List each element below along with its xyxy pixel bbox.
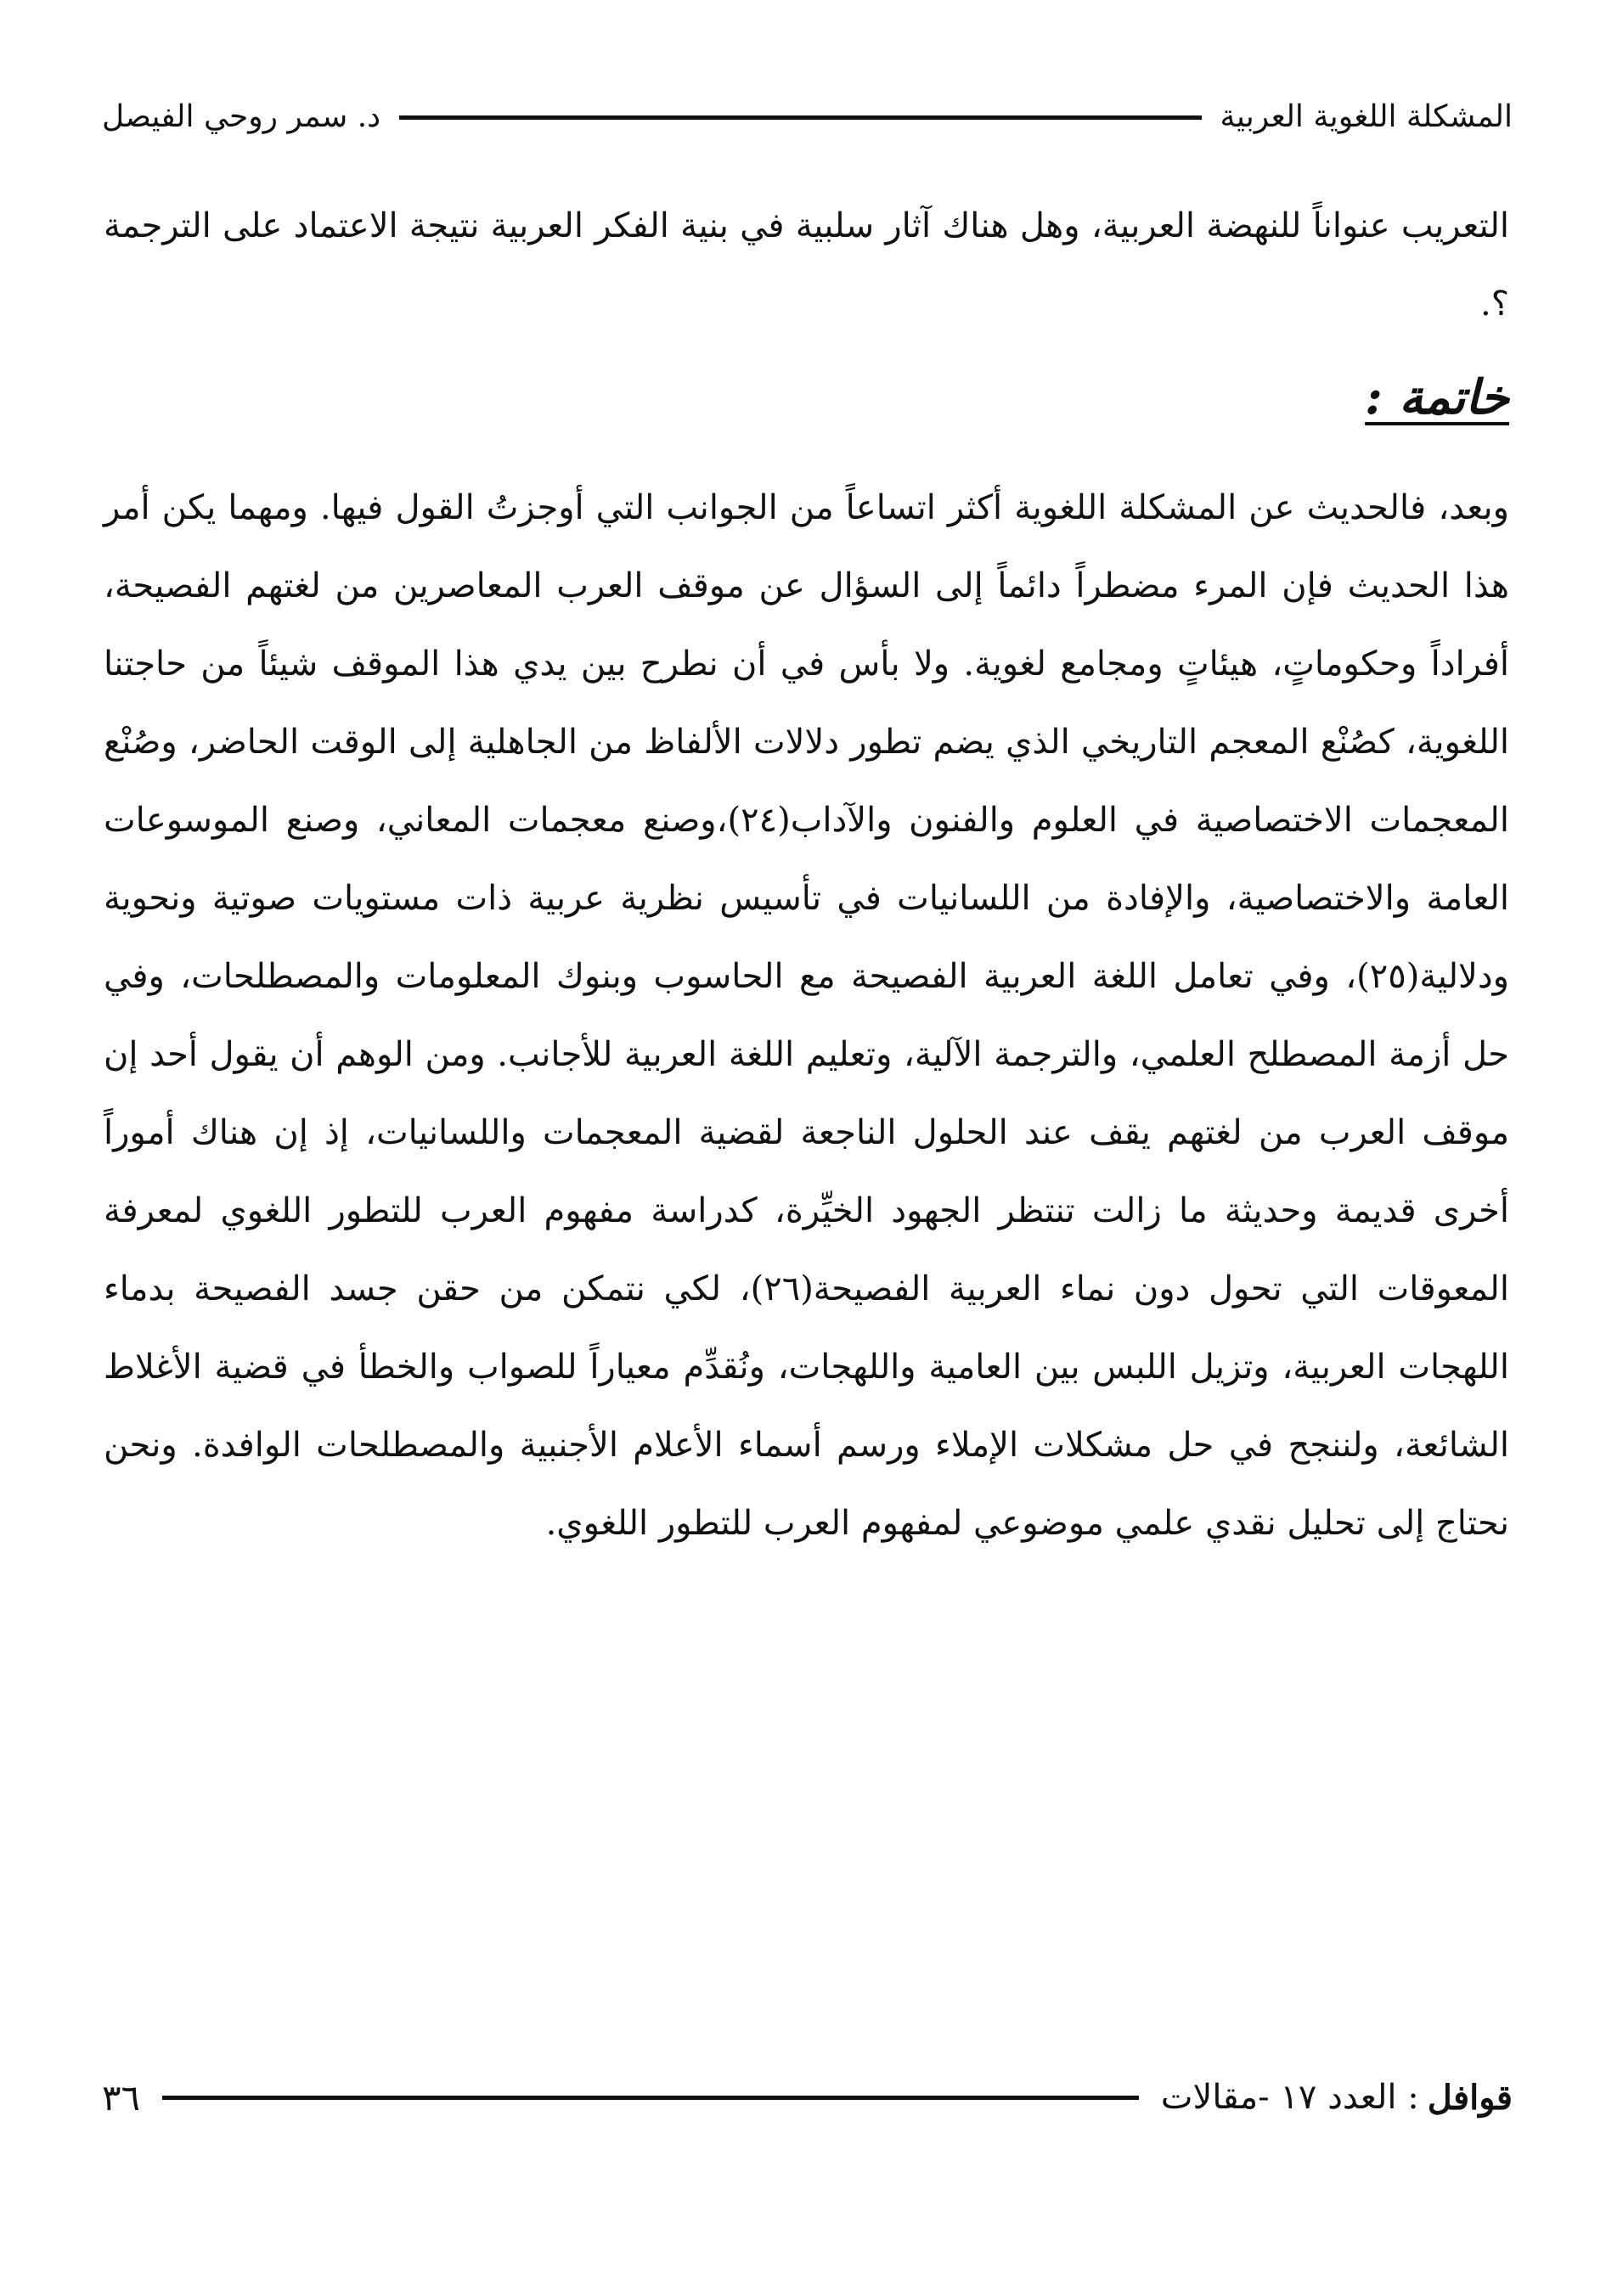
page-body [104, 187, 1509, 1562]
running-footer [102, 2072, 1513, 2123]
header-title: المشكلة اللغوية العربية [1220, 99, 1513, 134]
intro-paragraph: التعريب عنواناً للنهضة العربية، وهل هناك آثار سلبية في بنية الفكر العربية نتيجة الاعتماد على الترجمة ؟. [104, 206, 1509, 324]
conclusion-paragraph: وبعد، فالحديث عن المشكلة اللغوية أكثر اتساعاً من الجوانب التي أوجزتُ القول فيها. ومهما يكن أمر هذا الحديث فإن المرء مضطراً دائماً إلى السؤال عن موقف العرب المعاصرين من لغتهم الفصيحة، أفراداً وحكوماتٍ، هيئاتٍ ومجامع لغوية. ولا بأس في أن نطرح بين يدي هذا الموقف شيئاً من حاجتنا اللغوية، كصُنْع المعجم التاريخي الذي يضم تطور دلالات الألفاظ من الجاهلية إلى الوقت الحاضر، وصُنْع المعجمات الاختصاصية في العلوم والفنون والآداب(٢٤)،وصنع معجمات المعاني، وصنع الموسوعات العامة والاختصاصية، والإفادة من اللسانيات في تأسيس نظرية عربية ذات مستويات صوتية ونحوية ودلالية(٢٥)، وفي تعامل اللغة العربية الفصيحة مع الحاسوب وبنوك المعلومات والمصطلحات، وفي حل أزمة المصطلح العلمي، والترجمة الآلية، وتعليم اللغة العربية للأجانب. ومن الوهم أن يقول أحد إن موقف العرب من لغتهم يقف عند الحلول الناجعة لقضية المعجمات واللسانيات، إذ إن هناك أموراً أخرى قديمة وحديثة ما زالت تنتظر الجهود الخيِّرة، كدراسة مفهوم العرب للتطور اللغوي لمعرفة المعوقات التي تحول دون نماء العربية الفصيحة(٢٦)، لكي نتمكن من حقن جسد الفصيحة بدماء اللهجات العربية، وتزيل اللبس بين العامية واللهجات، ونُقدِّم معياراً للصواب والخطأ في قضية الأغلاط الشائعة، ولننجح في حل مشكلات الإملاء ورسم أسماء الأعلام الأجنبية والمصطلحات الوافدة. ونحن نحتاج إلى تحليل نقدي علمي موضوعي لمفهوم العرب للتطور اللغوي. [104, 488, 1510, 1543]
header-author: د. سمر روحي الفيصل [102, 99, 381, 134]
page-number: ٣٦ [102, 2076, 141, 2119]
header-rule [399, 115, 1201, 120]
running-header [102, 92, 1513, 143]
footer-journal: قوافل [1427, 2077, 1513, 2118]
footer-rule [162, 2096, 1139, 2100]
section-heading: خاتمة : [1365, 369, 1509, 425]
footer-issue: : العدد ١٧ -مقالات [1160, 2078, 1419, 2117]
